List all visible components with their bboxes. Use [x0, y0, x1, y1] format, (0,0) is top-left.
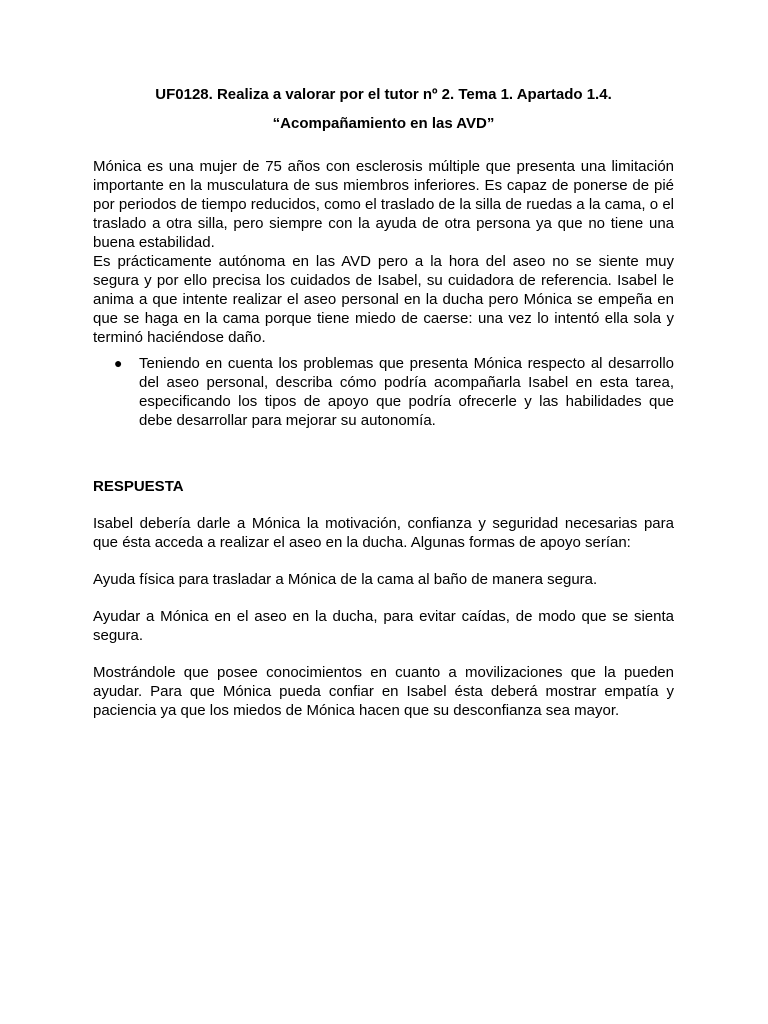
document-subtitle: “Acompañamiento en las AVD”	[272, 115, 495, 132]
intro-paragraph-1: Mónica es una mujer de 75 años con esclerosis múltiple que presenta una limitación importante en la musculatura de sus miembros inferiores. Es capaz de ponerse de pié por periodos de tiempo reducidos, como el traslado de la silla de ruedas a la cama, o el traslado a otra silla, pero siempre con la ayuda de otra persona ya que no tiene una buena estabilidad.	[93, 158, 674, 251]
document-content	[93, 85, 674, 720]
answer-heading: RESPUESTA	[93, 478, 184, 495]
question-list	[93, 354, 674, 430]
answer-paragraph-4: Mostrándole que posee conocimientos en cuanto a movilizaciones que la pueden ayudar. Para que Mónica pueda confiar en Isabel ésta deberá mostrar empatía y paciencia ya que los miedos de Mónica hacen que su desconfianza sea mayor.	[93, 664, 674, 719]
question-item	[93, 354, 674, 430]
answer-paragraph-1: Isabel debería darle a Mónica la motivación, confianza y seguridad necesarias para que ésta acceda a realizar el aseo en la ducha. Algunas formas de apoyo serían:	[93, 515, 674, 551]
document-title: UF0128. Realiza a valorar por el tutor nº 2. Tema 1. Apartado 1.4.	[155, 86, 612, 103]
intro-paragraph-2: Es prácticamente autónoma en las AVD pero a la hora del aseo no se siente muy segura y por ello precisa los cuidados de Isabel, su cuidadora de referencia. Isabel le anima a que intente realizar el aseo personal en la ducha pero Mónica se empeña en que se haga en la cama porque tiene miedo de caerse: una vez lo intentó ella sola y terminó haciéndose daño.	[93, 253, 674, 346]
answer-paragraph-3: Ayudar a Mónica en el aseo en la ducha, para evitar caídas, de modo que se sienta segura.	[93, 608, 674, 644]
answer-paragraph-2: Ayuda física para trasladar a Mónica de la cama al baño de manera segura.	[93, 571, 598, 588]
case-description	[93, 157, 674, 347]
bullet-icon: ●	[114, 355, 123, 371]
question-text: Teniendo en cuenta los problemas que presenta Mónica respecto al desarrollo del aseo personal, describa cómo podría acompañarla Isabel en esta tarea, especificando los tipos de apoyo que podría ofrecerle y las habilidades que debe desarrollar para mejorar su autonomía.	[139, 355, 674, 429]
